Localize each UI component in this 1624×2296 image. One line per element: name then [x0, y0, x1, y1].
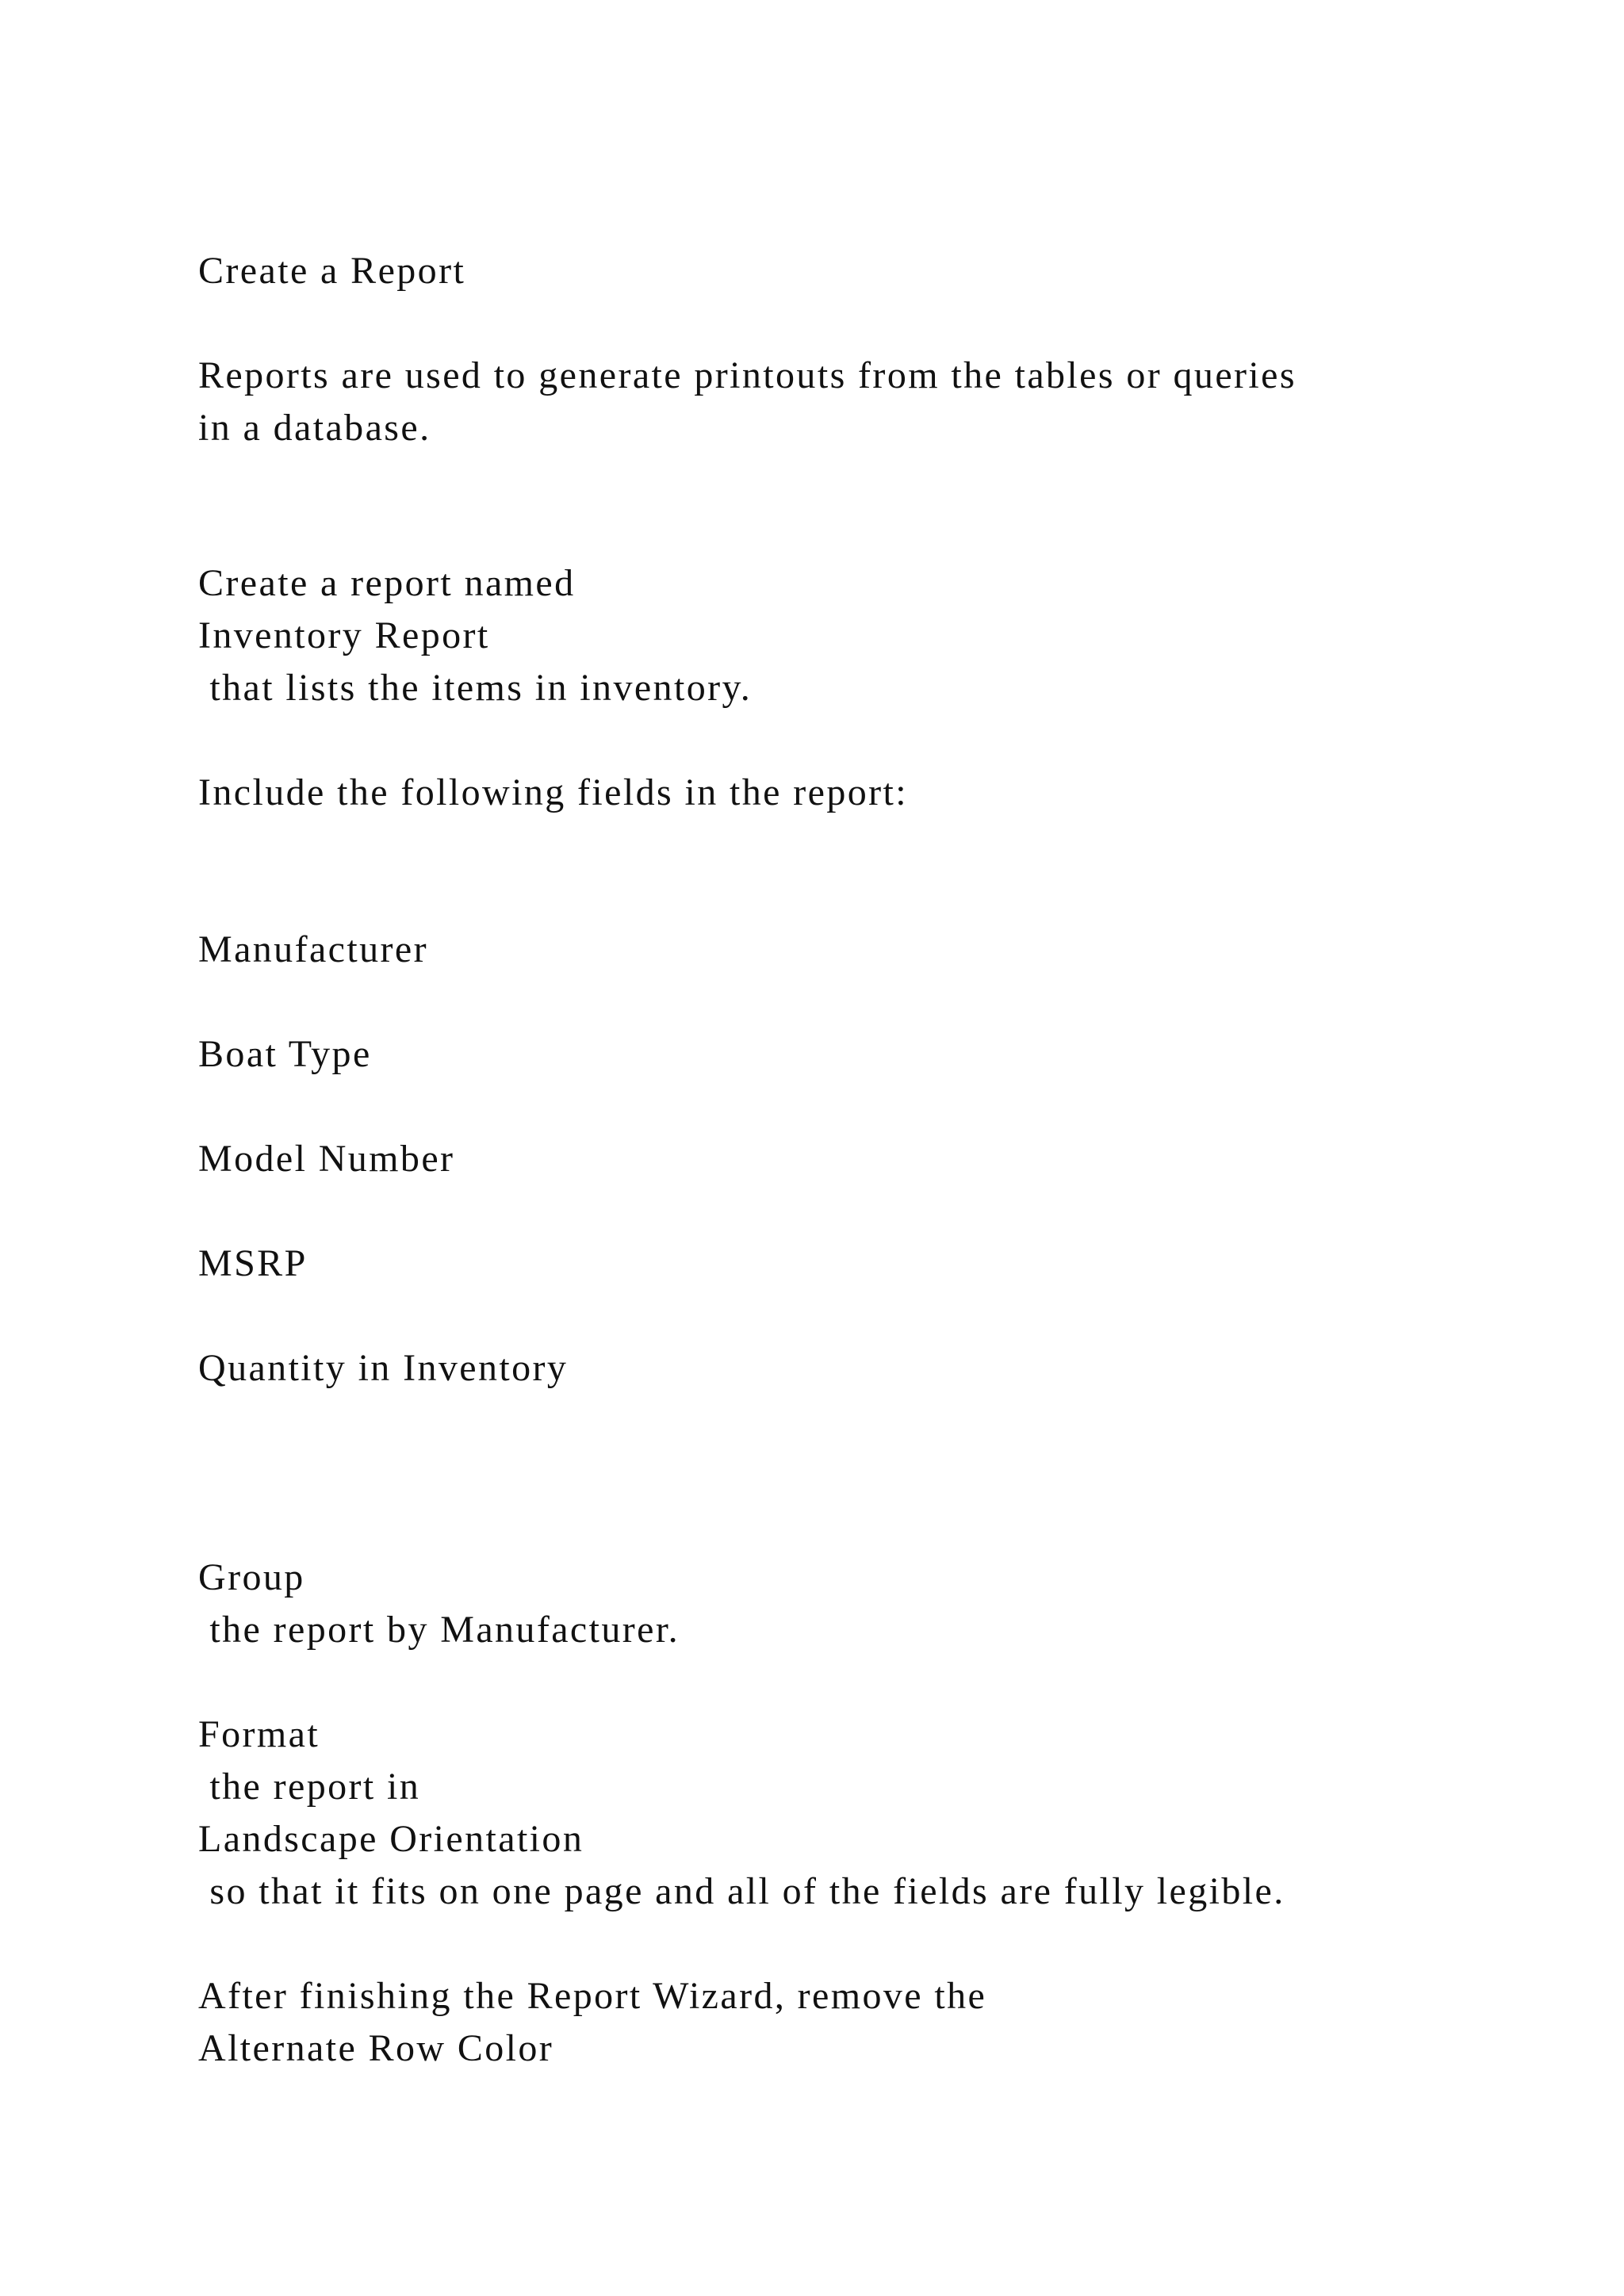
format-instruction-line-2: the report in [198, 1766, 421, 1808]
field-item-boat-type: Boat Type [198, 1033, 372, 1075]
report-name: Inventory Report [198, 614, 490, 656]
group-keyword: Group [198, 1556, 305, 1598]
intro-line-1: Reports are used to generate printouts from the tables or queries [198, 354, 1297, 396]
field-item-msrp: MSRP [198, 1242, 308, 1284]
field-item-manufacturer: Manufacturer [198, 928, 428, 970]
landscape-orientation-text: Landscape Orientation [198, 1818, 584, 1860]
intro-line-2: in a database. [198, 407, 431, 449]
alternate-row-color-text: Alternate Row Color [198, 2027, 554, 2069]
instruction-line-1: Create a report named [198, 562, 576, 604]
group-instruction-text: the report by Manufacturer. [198, 1609, 680, 1651]
finish-instruction-line-1: After finishing the Report Wizard, remove the [198, 1975, 987, 2017]
instruction-line-3: that lists the items in inventory. [198, 667, 753, 709]
format-instruction-line-4: so that it fits on one page and all of the fields are fully legible. [198, 1870, 1285, 1912]
fields-heading: Include the following fields in the report: [198, 771, 908, 813]
field-item-quantity: Quantity in Inventory [198, 1347, 569, 1389]
document-title: Create a Report [198, 250, 466, 292]
format-keyword: Format [198, 1713, 320, 1755]
field-item-model-number: Model Number [198, 1138, 455, 1180]
